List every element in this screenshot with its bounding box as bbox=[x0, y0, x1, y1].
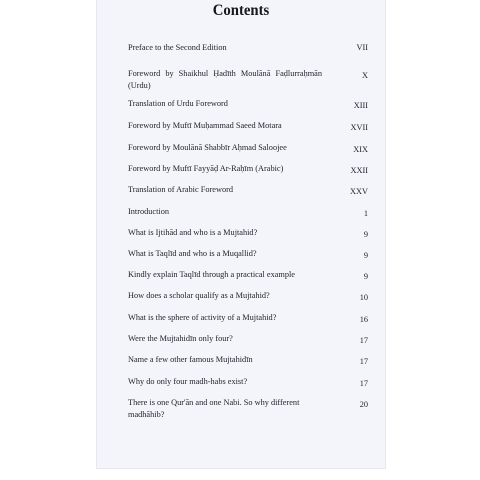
toc-entry-title: Translation of Arabic Foreword bbox=[128, 185, 234, 194]
toc-entry-page: 9 bbox=[363, 251, 368, 260]
toc-entry-page: XIII bbox=[353, 101, 368, 110]
toc-entry-page: 9 bbox=[363, 272, 368, 281]
toc-entry-title: Foreword by Muftī Fayyāḍ Ar-Raḥīm (Arabic) bbox=[128, 164, 284, 173]
toc-entry-title: Introduction bbox=[128, 207, 170, 216]
page-title: Contents bbox=[212, 2, 270, 19]
toc-entry-title: Foreword by Moulānā Shabbīr Aḥmad Saloojee bbox=[128, 143, 287, 152]
toc-entry-page: 17 bbox=[359, 357, 368, 366]
toc-entry-page: 1 bbox=[363, 209, 368, 218]
toc-entry-page: 9 bbox=[363, 230, 368, 239]
toc-entry bbox=[128, 42, 368, 68]
toc-entry-title: Why do only four madh-habs exist? bbox=[128, 377, 248, 386]
toc-entry-title: What is Ijtihād and who is a Mujtahid? bbox=[128, 228, 258, 237]
toc-entry-page: 16 bbox=[359, 315, 368, 324]
toc-entry-page: XXV bbox=[350, 187, 368, 196]
toc-entry-title: Foreword by Muftī Muḥammad Saeed Motara bbox=[128, 121, 282, 130]
toc-entry-title: What is the sphere of activity of a Mujtahid? bbox=[128, 313, 277, 322]
toc-entry-title: Name a few other famous Mujtahidīn bbox=[128, 355, 253, 364]
toc-entry-page: 10 bbox=[359, 293, 368, 302]
toc-entry-page: XIX bbox=[353, 145, 368, 154]
toc-entry-page: XXII bbox=[350, 166, 368, 175]
toc-entry-page: 17 bbox=[359, 336, 368, 345]
toc-entry-title: There is one Qur'ān and one Nabi. So why different madhāhib? bbox=[128, 398, 300, 419]
toc-entry-page: XVII bbox=[350, 123, 368, 132]
book-page bbox=[97, 0, 385, 468]
toc-entry-title: Preface to the Second Edition bbox=[128, 43, 227, 52]
toc-entry-page: 20 bbox=[359, 400, 368, 409]
toc-entry-title: Translation of Urdu Foreword bbox=[128, 99, 228, 108]
toc-entry-title: Kindly explain Taqlīd through a practical example bbox=[128, 270, 295, 279]
toc-entry bbox=[128, 68, 368, 94]
toc-entry bbox=[128, 397, 368, 423]
toc-entry-title: Were the Mujtahidīn only four? bbox=[128, 334, 233, 343]
toc-entry-title: Foreword by Shaikhul Ḥadīth Moulānā Faḍlurraḥmān (Urdu) bbox=[128, 69, 322, 90]
toc-entry-page: 17 bbox=[359, 379, 368, 388]
toc-entry-title: How does a scholar qualify as a Mujtahid? bbox=[128, 291, 270, 300]
toc-entry-title: What is Taqlīd and who is a Muqallid? bbox=[128, 249, 257, 258]
toc-entry-page: VII bbox=[356, 43, 368, 52]
toc-entry-page: X bbox=[362, 71, 368, 80]
